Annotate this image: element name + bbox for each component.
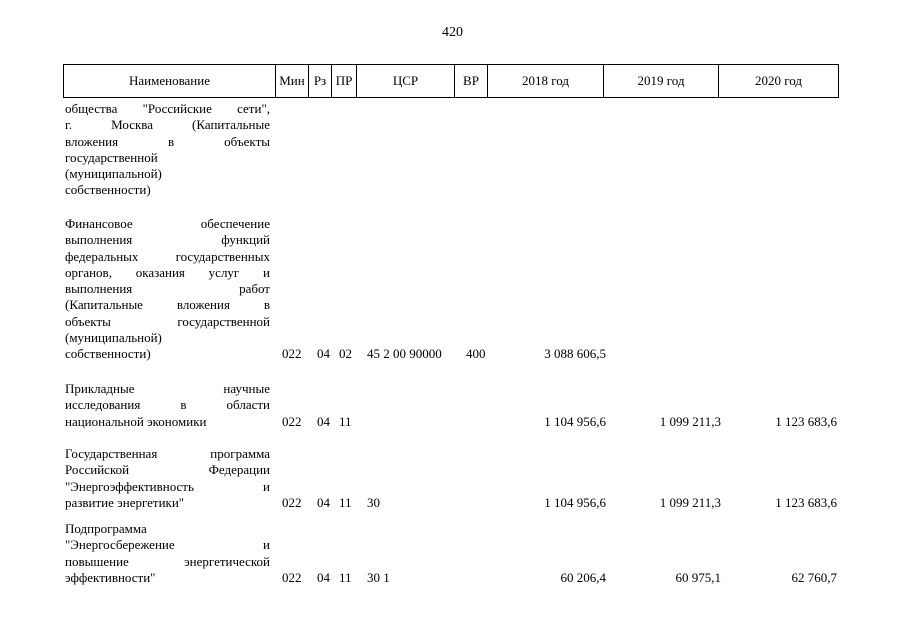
cell-pr: 11: [339, 494, 352, 510]
table-row: [63, 521, 839, 586]
cell-y2019: 1 099 211,3: [659, 494, 721, 510]
row-name-line: органов, оказания услуг и: [65, 264, 270, 280]
row-name-line: (муниципальной): [65, 330, 162, 346]
row-name: [65, 216, 270, 363]
cell-rz: 04: [317, 413, 330, 429]
header-vr: ВР: [455, 65, 488, 97]
cell-y2020: 62 760,7: [791, 569, 837, 585]
cell-y2018: 1 104 956,6: [544, 494, 606, 510]
row-name-line: (муниципальной): [65, 166, 162, 182]
header-pr: ПР: [332, 65, 357, 97]
table-header: [63, 64, 839, 98]
row-name-line: Подпрограмма: [65, 521, 147, 536]
cell-rz: 04: [317, 346, 330, 362]
header-2018: 2018 год: [488, 65, 604, 97]
row-name-line: национальной экономики: [65, 413, 207, 429]
cell-pr: 11: [339, 569, 352, 585]
cell-y2018: 3 088 606,5: [544, 346, 606, 362]
cell-rz: 04: [317, 494, 330, 510]
row-name-line: вложения в объекты: [65, 133, 270, 149]
table-row: [63, 101, 839, 199]
cell-y2018: 60 206,4: [560, 569, 606, 585]
row-name-line: выполнения работ: [65, 281, 270, 297]
row-name-line: федеральных государственных: [65, 248, 270, 264]
cell-min: 022: [282, 569, 302, 585]
cell-csr: 30 1: [367, 569, 390, 585]
row-name-line: эффективности": [65, 569, 156, 585]
cell-y2018: 1 104 956,6: [544, 413, 606, 429]
row-values: [63, 495, 839, 511]
page-number: 420: [442, 25, 463, 40]
table-row: [63, 446, 839, 511]
header-name: Наименование: [64, 65, 276, 97]
table-row: [63, 381, 839, 430]
row-name-line: государственной: [65, 149, 158, 165]
header-2020: 2020 год: [755, 73, 802, 88]
row-values: [63, 414, 839, 430]
cell-pr: 11: [339, 413, 352, 429]
cell-csr: 45 2 00 90000: [367, 346, 442, 362]
table-row: [63, 216, 839, 363]
header-csr: ЦСР: [357, 65, 455, 97]
row-values: [63, 346, 839, 362]
row-name-line: Финансовое обеспечение: [65, 216, 270, 231]
header-2019: 2019 год: [604, 65, 719, 97]
header-rz: Рз: [309, 65, 332, 97]
row-name-line: (Капитальные вложения в: [65, 297, 270, 313]
row-name-line: собственности): [65, 346, 151, 362]
cell-y2020: 1 123 683,6: [775, 494, 837, 510]
cell-y2020: 1 123 683,6: [775, 413, 837, 429]
cell-pr: 02: [339, 346, 352, 362]
row-name-line: Государственная программа: [65, 446, 270, 461]
header-min: Мин: [276, 65, 309, 97]
row-name-line: исследования в области: [65, 397, 270, 413]
cell-vr: 400: [466, 346, 486, 362]
row-name-line: развитие энергетики": [65, 494, 185, 510]
cell-rz: 04: [317, 569, 330, 585]
row-name-line: Российской Федерации: [65, 462, 270, 478]
row-name-line: "Энергоэффективность и: [65, 478, 270, 494]
cell-min: 022: [282, 346, 302, 362]
cell-min: 022: [282, 494, 302, 510]
row-values: [63, 183, 839, 199]
cell-y2019: 60 975,1: [675, 569, 721, 585]
row-name-line: "Энергосбережение и: [65, 537, 270, 553]
row-name-line: выполнения функций: [65, 232, 270, 248]
row-name-line: Прикладные научные: [65, 381, 270, 396]
row-values: [63, 570, 839, 586]
row-name-line: повышение энергетической: [65, 553, 270, 569]
cell-min: 022: [282, 413, 302, 429]
row-name-line: г. Москва (Капитальные: [65, 117, 270, 133]
row-name-line: объекты государственной: [65, 313, 270, 329]
cell-csr: 30: [367, 494, 380, 510]
row-name-line: общества "Российские сети",: [65, 101, 270, 116]
cell-y2019: 1 099 211,3: [659, 413, 721, 429]
row-name-line: собственности): [65, 182, 151, 198]
